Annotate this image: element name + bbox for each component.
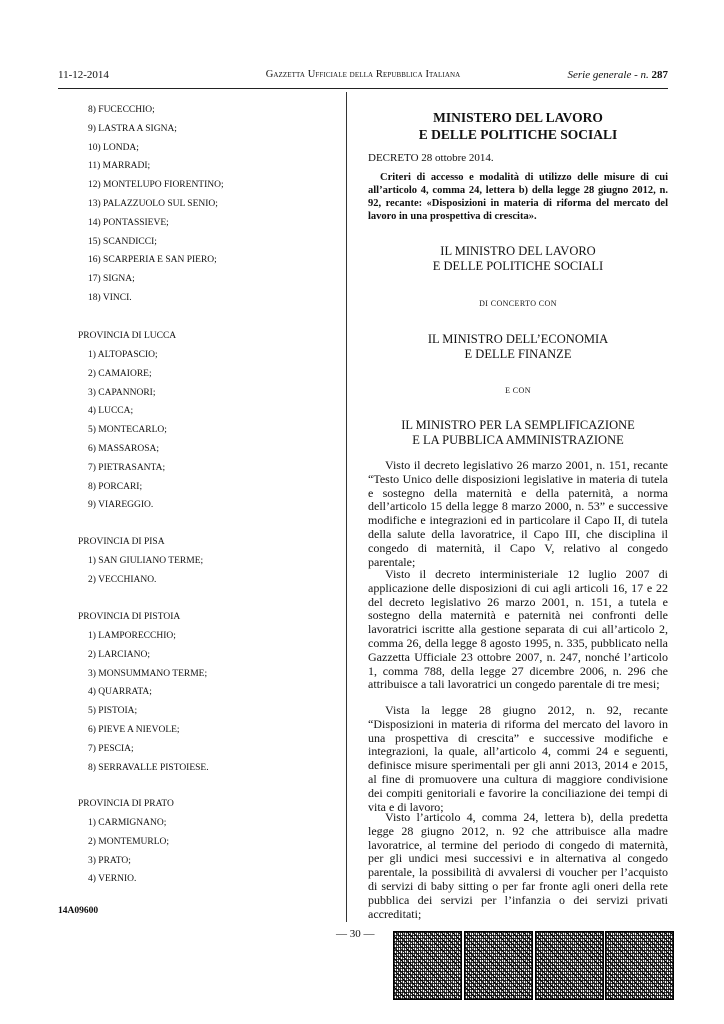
list-item: 8) SERRAVALLE PISTOIESE. [88, 762, 209, 773]
ministry-heading [368, 109, 668, 143]
and-with-label: E CON [505, 386, 531, 395]
list-item: 3) MONSUMMANO TERME; [88, 668, 208, 679]
list-item: 8) FUCECCHIO; [88, 105, 155, 115]
issue-number: 287 [651, 69, 668, 81]
list-item: 4) QUARRATA; [88, 687, 152, 698]
decree-date: DECRETO 28 ottobre 2014. [368, 152, 494, 164]
list-item: 10) LONDA; [88, 142, 139, 153]
list-item: 14) PONTASSIEVE; [88, 217, 169, 228]
list-item: 17) SIGNA; [88, 274, 135, 285]
list-item: 5) PISTOIA; [88, 706, 138, 717]
list-item: 3) PRATO; [88, 855, 131, 866]
list-item: 4) LUCCA; [88, 406, 134, 417]
column-divider [346, 92, 347, 922]
list-item: 4) VERNIO. [88, 874, 137, 885]
list-item: 2) MONTEMURLO; [88, 836, 170, 847]
issue-prefix: Serie generale - n. [567, 69, 649, 81]
minister-simplification [368, 418, 668, 448]
list-item: 8) PORCARI; [88, 481, 143, 492]
province-title-pisa: PROVINCIA DI PISA [78, 537, 165, 547]
list-item: 2) VECCHIANO. [88, 574, 157, 585]
list-item: 9) VIAREGGIO. [88, 500, 154, 511]
minister-labour-line-1: IL MINISTRO DEL LAVORO [440, 244, 596, 258]
minister-economy [368, 332, 668, 362]
list-item: 18) VINCI. [88, 292, 132, 303]
datamatrix-code-4 [605, 931, 674, 1000]
paragraph-4: Visto l’articolo 4, comma 24, lettera b), della predetta legge 28 giugno 2012, n. 92 che attribuisce alla madre lavoratrice, al termine del periodo di congedo di maternità, per gli undici mesi successivi e in alternativa al congedo parentale, la possibilità di avvalersi di voucher per l’acquisto di servizi di baby sitting o per far fronte agli oneri della rete pubblica dei servizi per l’infanzia o dei servizi privati accreditati; [368, 810, 668, 921]
lucca-list [88, 349, 338, 518]
list-item: 7) PIETRASANTA; [88, 462, 166, 473]
minister-labour-line-2: E DELLE POLITICHE SOCIALI [432, 259, 604, 273]
ministry-line-2: E DELLE POLITICHE SOCIALI [418, 127, 618, 142]
list-item: 16) SCARPERIA E SAN PIERO; [88, 255, 217, 266]
document-code: 14A09600 [58, 906, 99, 916]
minister-simplification-line-2: E LA PUBBLICA AMMINISTRAZIONE [412, 433, 624, 447]
list-item: 1) LAMPORECCHIO; [88, 631, 176, 641]
header-title: Gazzetta Ufficiale della Repubblica Italiana [265, 69, 461, 80]
list-item: 9) LASTRA A SIGNA; [88, 123, 177, 134]
datamatrix-code-2 [464, 931, 533, 1000]
list-item: 2) CAMAIORE; [88, 368, 152, 379]
firenze-list [88, 104, 338, 311]
minister-simplification-line-1: IL MINISTRO PER LA SEMPLIFICAZIONE [401, 418, 635, 432]
list-item: 7) PESCIA; [88, 743, 134, 754]
list-item: 3) CAPANNORI; [88, 387, 156, 398]
minister-labour [368, 244, 668, 274]
pisa-list [88, 555, 338, 593]
list-item: 5) MONTECARLO; [88, 425, 167, 436]
decree-subject: Criteri di accesso e modalità di utilizzo delle misure di cui all’articolo 4, comma 24, lettera b) della legge 28 giugno 2012, n. 92, recante: «Disposizioni in materia di riforma del mercato del lavoro in una prospettiva di crescita». [368, 172, 668, 222]
page-number: — 30 — [336, 928, 375, 940]
ministry-line-1: MINISTERO DEL LAVORO [433, 110, 603, 125]
prato-list [88, 817, 338, 892]
paragraph-1: Visto il decreto legislativo 26 marzo 2001, n. 151, recante “Testo Unico delle disposizioni legislative in materia di tutela e sostegno della maternità e della paternità, a norma dell’articolo 15 della legge 8 marzo 2000, n. 53” e successive modifiche e integrazioni ed in particolare il Capo II, di tutela della salute della lavoratrice, il Capo III, che disciplina il congedo di maternità, il Capo V, relativo al congedo parentale; [368, 458, 668, 569]
list-item: 1) ALTOPASCIO; [88, 350, 158, 360]
list-item: 1) CARMIGNANO; [88, 818, 167, 828]
list-item: 1) SAN GIULIANO TERME; [88, 556, 204, 566]
province-title-prato: PROVINCIA DI PRATO [78, 799, 174, 809]
list-item: 6) PIEVE A NIEVOLE; [88, 724, 180, 735]
list-item: 2) LARCIANO; [88, 649, 151, 660]
header-issue [568, 69, 669, 81]
paragraph-2: Visto il decreto interministeriale 12 luglio 2007 di applicazione delle disposizioni di cui agli articoli 16, 17 e 22 del decreto legislativo 26 marzo 2001, n. 151, a tutela e sostegno della maternità e paternità nei confronti delle lavoratrici iscritte alla gestione separata di cui all’articolo 2, comma 26, della legge 8 agosto 1995, n. 335, pubblicato nella Gazzetta Ufficiale 23 ottobre 2007, n. 247, nonché l’articolo 1, comma 788, della legge 27 dicembre 2006, n. 296 che attribuisce a tali lavoratrici un congedo parentale di tre mesi; [368, 567, 668, 692]
header-date: 11-12-2014 [58, 69, 109, 81]
datamatrix-code-3 [535, 931, 604, 1000]
list-item: 12) MONTELUPO FIORENTINO; [88, 180, 224, 191]
list-item: 13) PALAZZUOLO SUL SENIO; [88, 198, 218, 209]
list-item: 6) MASSAROSA; [88, 443, 160, 454]
minister-economy-line-1: IL MINISTRO DELL’ECONOMIA [427, 332, 609, 346]
list-item: 15) SCANDICCI; [88, 236, 157, 247]
concert-label: DI CONCERTO CON [479, 299, 557, 308]
list-item: 11) MARRADI; [88, 161, 151, 172]
datamatrix-code-1 [393, 931, 462, 1000]
page-header [58, 68, 668, 89]
paragraph-3: Vista la legge 28 giugno 2012, n. 92, recante “Disposizioni in materia di riforma del mercato del lavoro in una prospettiva di crescita” e successive modifiche e integrazioni, la quale, all’articolo 4, commi 24 e seguenti, definisce misure sperimentali per gli anni 2013, 2014 e 2015, al fine di promuovere una cultura di maggiore condivisione dei compiti genitoriali e favorire la conciliazione dei tempi di vita e di lavoro; [368, 703, 668, 814]
province-title-pistoia: PROVINCIA DI PISTOIA [78, 612, 181, 622]
province-title-lucca: PROVINCIA DI LUCCA [78, 331, 177, 341]
pistoia-list [88, 630, 338, 780]
minister-economy-line-2: E DELLE FINANZE [464, 347, 572, 361]
